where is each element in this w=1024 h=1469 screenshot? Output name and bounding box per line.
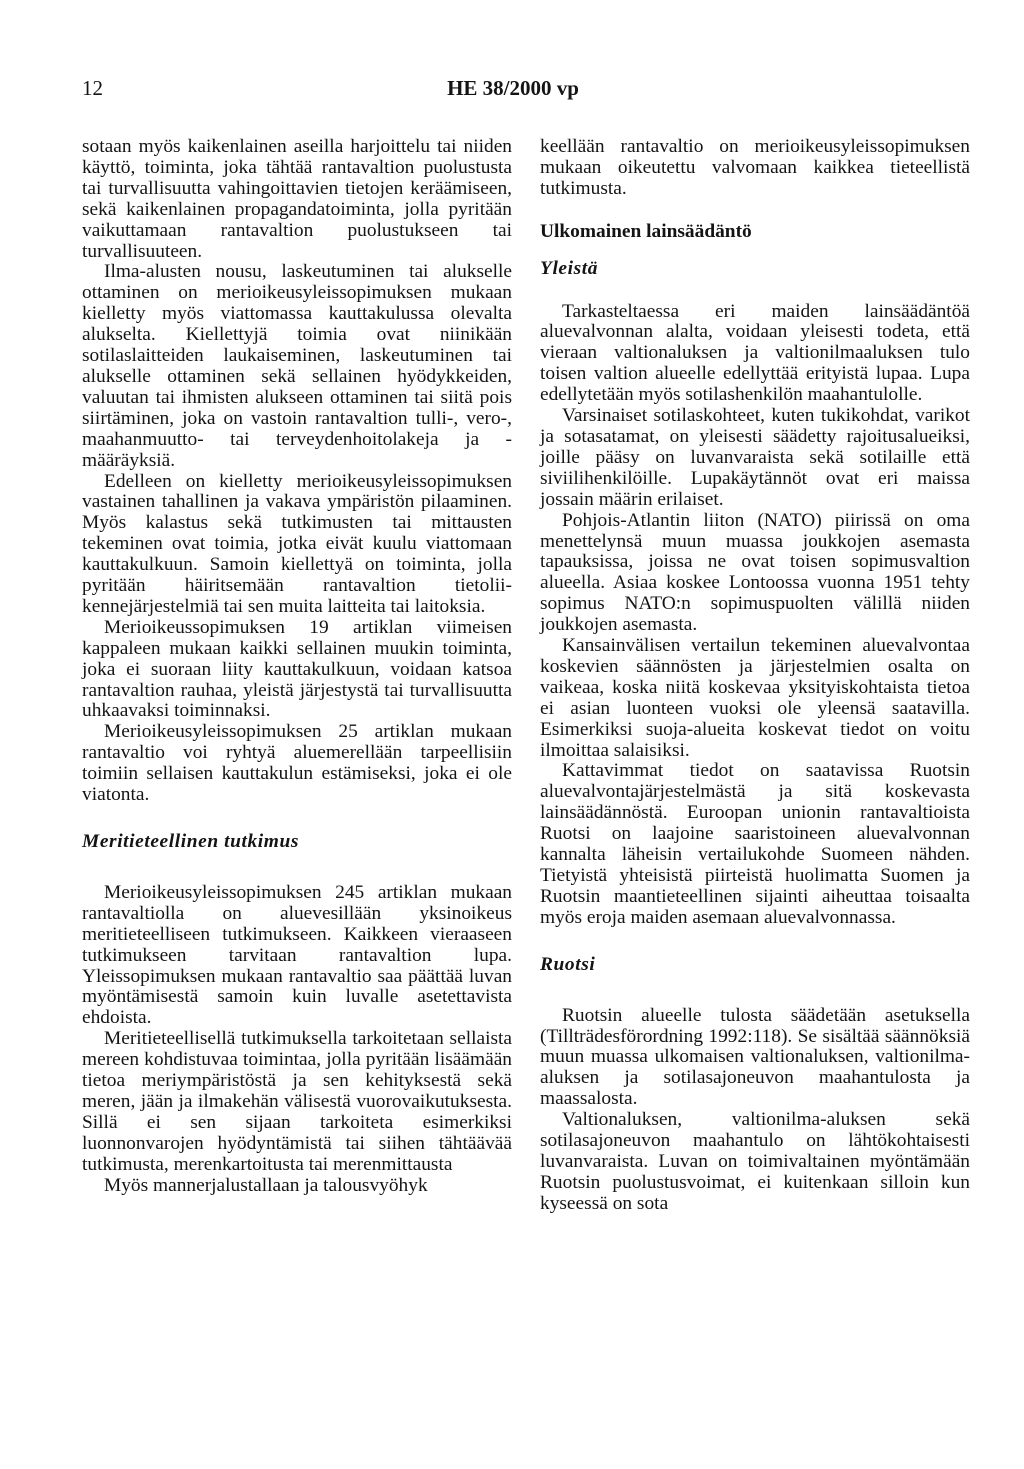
paragraph: Ruotsin alueelle tulosta säädetään asetuksella (Tillträdesförordning 1992:118). Se sisältää säännöksiä muun muassa ulkomaisen valtionaluksen, valtionilma-aluksen ja sotilasajoneuvon maahantulosta ja maassalosta.: [540, 1004, 970, 1110]
section-heading-ulkomainen-lainsaadanto: Ulkomainen lainsäädäntö: [540, 220, 752, 242]
paragraph: Kansainvälisen vertailun tekeminen aluevalvontaa koskevien säännösten ja järjestelmien osalta on vaikeaa, koska niitä koskevaa yksityiskohtaista tietoa ei asian luonteen vuoksi ole yleensä saatavilla. Esimerkiksi suoja-alueita koskevat tiedot on voitu ilmoittaa salaisiksi.: [540, 635, 970, 761]
page-header: [82, 76, 944, 106]
document-id: HE 38/2000 vp: [447, 76, 579, 100]
page-number: 12: [82, 76, 103, 100]
paragraph: Merioikeussopimuksen 19 artiklan viimeisen kappaleen mukaan kaikki sellainen muukin toiminta, joka ei suoraan liity kauttakulkuun, voidaan katsoa rantavaltion rauhaa, yleistä järjestystä tai turvallisuutta uhkaavaksi toiminnaksi.: [82, 616, 512, 722]
paragraph: Kattavimmat tiedot on saatavissa Ruotsin aluevalvontajärjestelmästä ja sitä koskevasta lainsäädännöstä. Euroopan unionin rantavaltioista Ruotsi on laajoine saaristoineen aluevalvonnan kannalta läheisin vertailukohde Suomeen nähden. Tietyistä yhteisistä piirteistä huolimatta Suomen ja Ruotsin maantieteellinen sijainti aiheuttaa toisaalta myös eroja maiden asemaan aluevalvonnassa.: [540, 760, 970, 928]
right-column: [540, 137, 970, 1215]
paragraph: sotaan myös kaikenlainen aseilla harjoittelu tai niiden käyttö, toiminta, joka tähtää rantavaltion puolustusta tai turvallisuutta vahingoittavien tietojen keräämiseen, sekä kaikenlainen propagandatoiminta, jolla pyritään vaikuttamaan rantavaltion puolustukseen tai turvallisuuteen.: [82, 136, 512, 262]
paragraph: Ilma-alusten nousu, laskeutuminen tai alukselle ottaminen on merioikeusyleissopimuksen mukaan kielletty myös viattomassa kauttakulussa olevalta alukselta. Kiellettyjä toimia ovat niinikään sotilaslaitteiden laukaiseminen, laskeutuminen tai alukselle ottaminen sekä sellainen hyödykkeiden, valuutan tai ihmisten alukseen ottaminen tai siitä pois siirtäminen, joka on vastoin rantavaltion tulli-, vero-, maahanmuutto- tai terveydenhoitolakeja ja -määräyksiä.: [82, 261, 512, 471]
subsection-heading-yleista: Yleistä: [540, 257, 599, 279]
paragraph: Tarkasteltaessa eri maiden lainsäädäntöä aluevalvonnan alalta, voidaan yleisesti todeta, että vieraan valtionaluksen ja valtionilmaaluksen tulo toisen valtion alueelle edellyttää erityistä lupaa. Lupa edellytetään myös sotilashenkilön maahantulolle.: [540, 300, 970, 406]
paragraph: Edelleen on kielletty merioikeusyleissopimuksen vastainen tahallinen ja vakava ympäristön pilaaminen. Myös kalastus sekä tutkimusten tai mittausten tekeminen ovat toimia, jotka eivät kuulu viattomaan kauttakulkuun. Samoin kiellettyä on toiminta, jolla pyritään häiritsemään rantavaltion tietoliikennejärjestelmiä tai sen muita laitteita tai laitoksia.: [82, 470, 512, 617]
paragraph: Pohjois-Atlantin liiton (NATO) piirissä on oma menettelynsä muun muassa joukkojen asemasta tapauksissa, joissa ne ovat toisen sopimusvaltion alueella. Asiaa koskee Lontoossa vuonna 1951 tehty sopimus NATO:n sopimuspuolten välillä niiden joukkojen asemasta.: [540, 509, 970, 636]
section-heading-meritieteellinen-tutkimus: Meritieteellinen tutkimus: [82, 831, 300, 852]
paragraph: Valtionaluksen, valtionilma-aluksen sekä sotilasajoneuvon maahantulo on lähtökohtaisesti luvanvaraista. Luvan on toimivaltainen myöntämään Ruotsin puolustusvoimat, ei kuitenkaan silloin kun kyseessä on sota: [540, 1109, 970, 1214]
paragraph: Myös mannerjalustallaan ja talousvyöhyk: [104, 1174, 428, 1196]
paragraph: Merioikeusyleissopimuksen 245 artiklan mukaan rantavaltiolla on aluevesillään yksinoikeus meritieteelliseen tutkimukseen. Kaikkeen vieraaseen tutkimukseen tarvitaan rantavaltion lupa. Yleissopimuksen mukaan rantavaltio saa päättää luvan myöntämisestä samoin kuin luvalle asetettavista ehdoista.: [82, 881, 512, 1029]
paragraph: Merioikeusyleissopimuksen 25 artiklan mukaan rantavaltio voi ryhtyä aluemerellään tarpeellisiin toimiin sellaisen kauttakulun estämiseksi, joka ei ole viatonta.: [82, 721, 512, 806]
paragraph: keellään rantavaltio on merioikeusyleissopimuksen mukaan oikeutettu valvomaan kaikkea tieteellistä tutkimusta.: [540, 136, 970, 199]
subsection-heading-ruotsi: Ruotsi: [540, 953, 596, 975]
left-column: [82, 137, 512, 1197]
paragraph: Varsinaiset sotilaskohteet, kuten tukikohdat, varikot ja sotasatamat, on yleisesti säädetty rajoitusalueiksi, joille pääsy on luvanvaraista sekä sotilaille että siviilihenkilöille. Lupakäytännöt ovat eri maissa jossain määrin erilaiset.: [540, 405, 970, 510]
paragraph: Meritieteellisellä tutkimuksella tarkoitetaan sellaista mereen kohdistuvaa toimintaa, jolla pyritään lisäämään tietoa meriympäristöstä ja sen kehityksestä sekä meren, jään ja ilmakehän välisestä vuorovaikutuksesta. Sillä ei sen sijaan tarkoiteta esimerkiksi luonnonvarojen hyödyntämistä tai siihen tähtäävää tutkimusta, merenkartoitusta tai merenmittausta: [82, 1028, 512, 1175]
